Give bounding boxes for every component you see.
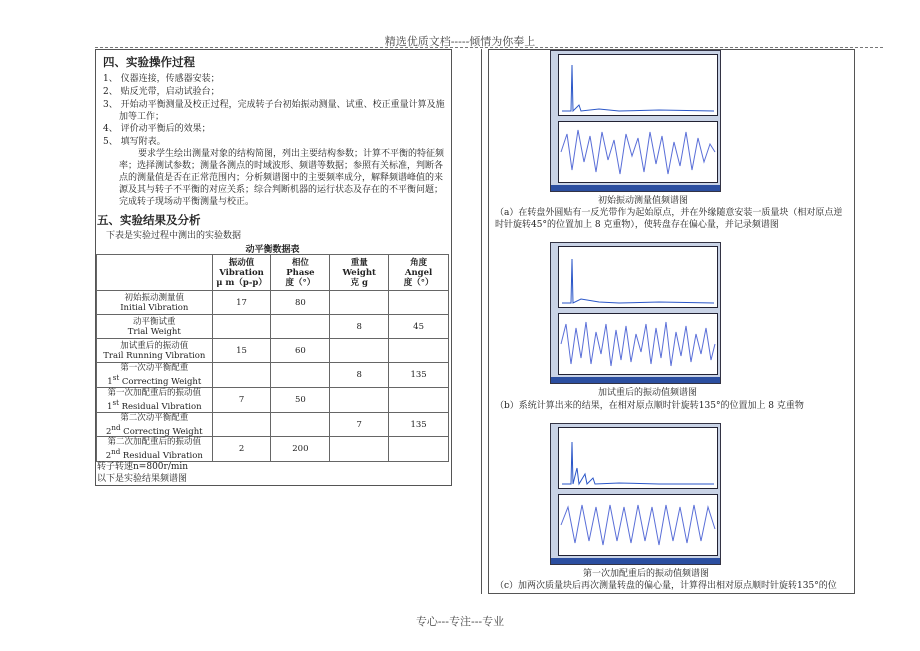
- section5-intro: 下表是实验过程中测出的实验数据: [106, 231, 242, 241]
- table-row: 第一次加配重后的振动值 1st Residual Vibration 7 50: [97, 387, 449, 412]
- waveform-trace: [561, 505, 715, 545]
- page-header: 精选优质文档-----倾情为你奉上: [384, 35, 536, 48]
- waveform-plot: [559, 314, 717, 374]
- waveform-trace: [561, 322, 715, 366]
- balance-data-table: [96, 254, 449, 462]
- spectrum-plot: [559, 55, 717, 115]
- step-3-cont: 加等工作；: [119, 112, 165, 122]
- step-2: 2、 贴反光带，启动试验台；: [103, 87, 220, 97]
- table-row: 第一次动平衡配重 1st Correcting Weight 8 135: [97, 363, 449, 388]
- desc-a-line-2: 时针旋转45°的位置加上 8 克重物），使转盘存在偏心量，并记录频谱图: [495, 220, 779, 230]
- spectrum-trace: [562, 259, 714, 303]
- requirement-line-5: 完成转子现场动平衡测量与校正。: [119, 197, 255, 207]
- spectrum-screenshot-1: [550, 50, 721, 192]
- table-header-row: [97, 255, 449, 291]
- header-angle: 角度 Angel 度（°）: [389, 255, 449, 291]
- header-phase: 相位 Phase 度（°）: [271, 255, 330, 291]
- table-title: 动平衡数据表: [245, 245, 300, 255]
- spectrum-trace: [562, 442, 714, 484]
- requirement-line-1: 要求学生绘出测量对象的结构简图，列出主要结构参数；计算不平衡的特征频: [138, 149, 445, 159]
- step-1: 1、 仪器连接，传感器安装；: [103, 74, 220, 84]
- spectrum-plot: [559, 247, 717, 307]
- section4-title: 四、实验操作过程: [103, 55, 195, 69]
- taskbar: [551, 558, 720, 564]
- waveform-pane: [558, 121, 718, 183]
- table-row: 加试重后的振动值 Trail Running Vibration 15 60: [97, 339, 449, 363]
- header-weight: 重量 Weight 克 g: [330, 255, 389, 291]
- spectrum-trace: [562, 65, 714, 111]
- spectrum-screenshot-2: [550, 242, 721, 384]
- spectrum-pane-top: [558, 427, 718, 489]
- step-3: 3、 开始动平衡测量及校正过程，完成转子台初始振动测量、试重、校正重量计算及施: [103, 100, 445, 110]
- spectrum-pane-top: [558, 246, 718, 308]
- header-rule: [95, 47, 883, 48]
- table-row: 第二次加配重后的振动值 2nd Residual Vibration 2 200: [97, 437, 449, 462]
- table-row: 初始振动测量值 Initial Vibration 17 80: [97, 291, 449, 315]
- spectrum-screenshot-3: [550, 423, 721, 565]
- section5-title: 五、实验结果及分析: [97, 213, 201, 227]
- waveform-pane: [558, 313, 718, 375]
- column-divider: [481, 49, 482, 594]
- step-5: 5、 填写附表。: [103, 137, 166, 147]
- desc-a-line-1: （a）在转盘外圆贴有一反光带作为起始原点，并在外缘随意安装一质量块（相对原点逆: [495, 208, 843, 218]
- taskbar: [551, 185, 720, 191]
- rotor-speed: 转子转速n=800r/min: [97, 462, 189, 472]
- table-row: 动平衡试重 Trial Weight 8 45: [97, 315, 449, 339]
- requirement-line-2: 率；选择测试参数；测量各测点的时域波形、频谱等数据；参照有关标准，判断各: [119, 161, 444, 171]
- waveform-plot: [559, 122, 717, 182]
- waveform-pane: [558, 494, 718, 556]
- table-row: 第二次动平衡配重 2nd Correcting Weight 7 135: [97, 412, 449, 437]
- spectrum-intro: 以下是实验结果频谱图: [97, 474, 188, 484]
- caption-initial-spectrum: 初始振动测量值频谱图: [598, 196, 689, 206]
- taskbar: [551, 377, 720, 383]
- caption-trial-spectrum: 加试重后的振动值频谱图: [598, 388, 698, 398]
- requirement-line-4: 源及其与转子不平衡的对应关系；综合判断机器的运行状态及存在的不平衡问题；: [119, 185, 444, 195]
- desc-c: （c）加两次质量块后再次测量转盘的偏心量，计算得出相对原点顺时针旋转135°的位: [495, 581, 837, 591]
- header-vibration: 振动值 Vibration μ m（p-p）: [212, 255, 271, 291]
- spectrum-plot: [559, 428, 717, 488]
- requirement-line-3: 点的测量值是否在正常范围内；分析频谱图中的主要频率成分，解释频谱峰值的来: [119, 173, 444, 183]
- caption-first-correction-spectrum: 第一次加配重后的振动值频谱图: [583, 569, 710, 579]
- page-footer: 专心---专注---专业: [415, 615, 505, 628]
- waveform-plot: [559, 495, 717, 555]
- header-empty: [97, 255, 213, 291]
- waveform-trace: [561, 130, 715, 174]
- desc-b: （b）系统计算出来的结果，在相对原点顺时针旋转135°的位置加上 8 克重物: [495, 401, 804, 411]
- step-4: 4、 评价动平衡后的效果；: [103, 124, 211, 134]
- spectrum-pane-top: [558, 54, 718, 116]
